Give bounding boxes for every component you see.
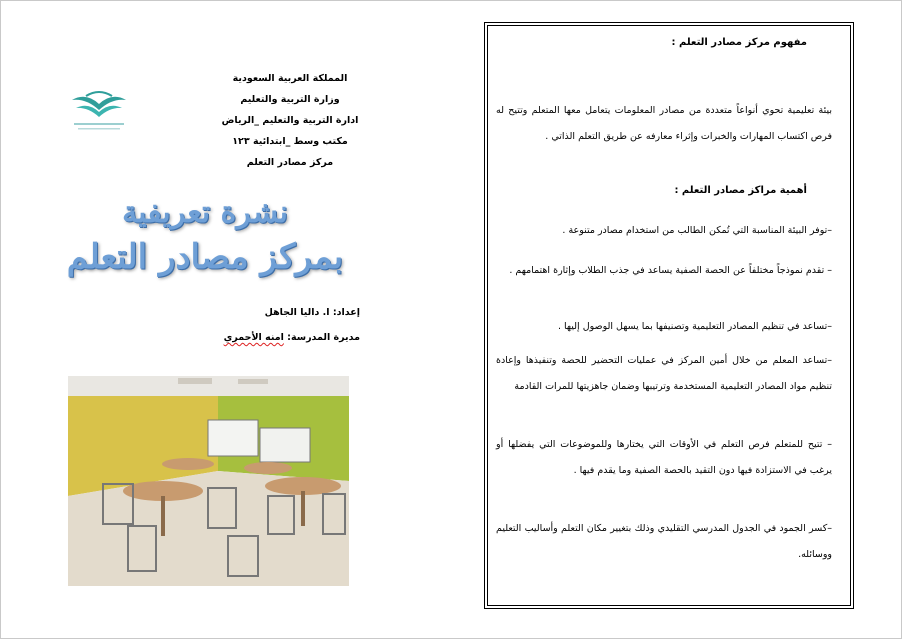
classroom-photo — [68, 376, 349, 586]
concept-heading: مفهوم مركز مصادر التعلم : — [671, 37, 807, 48]
importance-item-3: –تساعد في تنظيم المصادر التعليمية وتصنيفها بما يسهل الوصول إليها . — [557, 321, 832, 332]
header-line-center: مركز مصادر التعلم — [246, 157, 334, 168]
importance-item-6: –كسر الجمود في الجدول المدرسي التقليدي وذلك بتغيير مكان التعلم وأساليب التعليم ووسائله. — [496, 523, 832, 560]
title-line-2: بمركز مصادر التعلم — [66, 237, 344, 277]
importance-heading: أهمية مراكز مصادر التعلم : — [674, 185, 807, 196]
prepared-by: إعداد: ا. داليا الجاهل — [264, 307, 360, 318]
principal-label: مديرة المدرسة: — [287, 332, 360, 343]
header-line-country: المملكة العربية السعودية — [232, 73, 348, 84]
ministry-logo-icon — [66, 90, 132, 140]
header-line-ministry: وزارة التربية والتعليم — [240, 94, 340, 105]
title-line-1: نشرة تعريفية — [122, 195, 288, 230]
header-block — [195, 68, 385, 173]
importance-item-1: –توفر البيئة المناسبة التي تُمكن الطالب من استخدام مصادر متنوعة . — [562, 225, 832, 236]
importance-item-5: – تتيح للمتعلم فرص التعلم في الأوقات التي يختارها وللموضوعات التي يفضلها أو يرغب في الاستزادة فيها دون التقيد بالحصة الصفية وما يقدم فيها . — [496, 439, 832, 476]
principal-line — [150, 332, 360, 343]
principal-name: امنه الأحمري — [223, 332, 284, 343]
header-line-administration: ادارة التربية والتعليم _الرياض — [221, 115, 359, 126]
header-line-office: مكتب وسط _ابتدائية ١٢٣ — [232, 136, 348, 147]
importance-item-2: – تقدم نموذجاً مختلفاً عن الحصة الصفية يساعد في جذب الطلاب وإثارة اهتمامهم . — [509, 265, 832, 276]
importance-item-4: –تساعد المعلم من خلال أمين المركز في عمليات التحضير للحصة وتنفيذها وإعادة تنظيم مواد المصادر التعليمية المستخدمة وترتيبها وضمان جاهزيتها للمرات القادمة — [496, 355, 832, 392]
concept-text: بيئة تعليمية تحوي أنواعاً متعددة من مصادر المعلومات يتعامل معها المتعلم وتتيح له فرص اكتساب المهارات والخبرات وإثراء معارفه عن طريق التعلم الذاتي . — [496, 105, 832, 142]
brochure-title — [60, 192, 350, 280]
